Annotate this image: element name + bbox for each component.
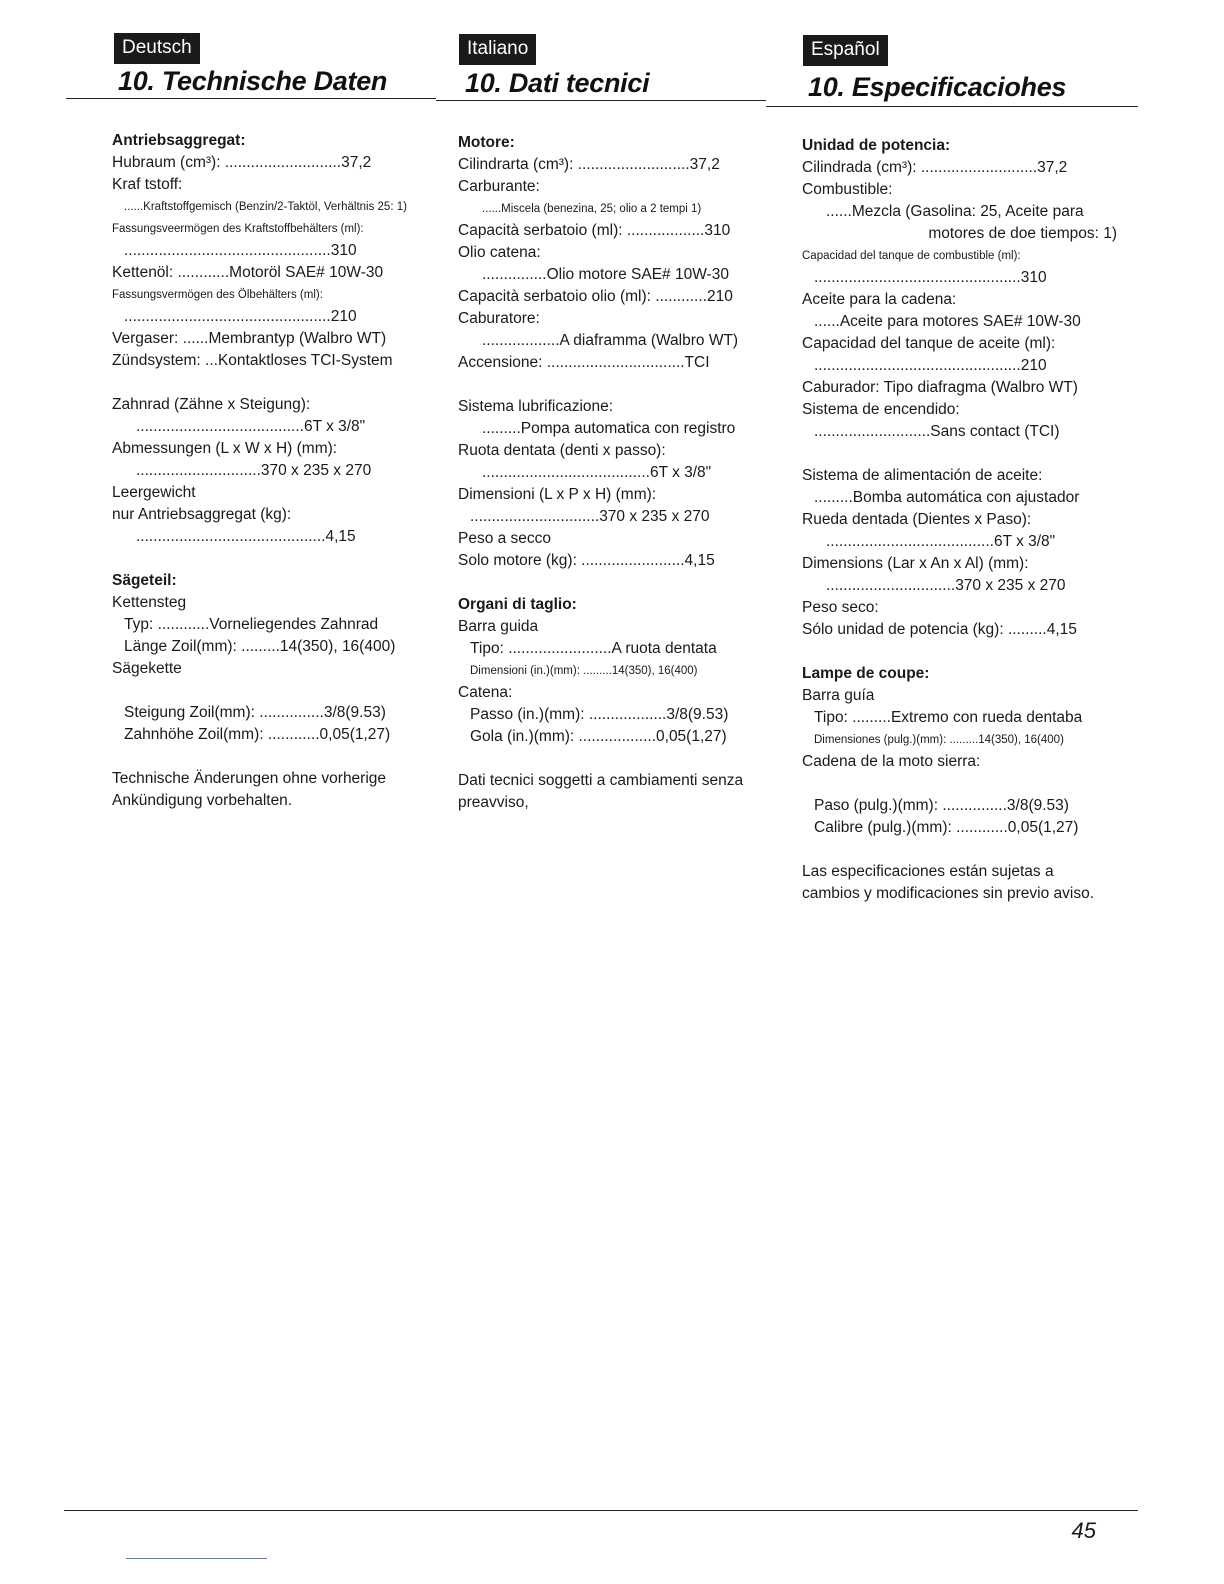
spec-line: .............................370 x 235 x 270 (136, 462, 372, 479)
spec-line: Peso seco: (802, 599, 879, 616)
spec-line: ..............................370 x 235 x 270 (470, 508, 710, 525)
spec-line: Kettensteg (112, 594, 187, 611)
spec-line: Calibre (pulg.)(mm): ............0,05(1,27) (814, 819, 1079, 836)
spec-line: ................................................210 (124, 308, 357, 325)
spec-line: Fassungsvermögen des Ölbehälters (ml): (112, 289, 323, 301)
spec-line: Sólo unidad de potencia (kg): .........4,15 (802, 621, 1077, 638)
spec-line: Steigung Zoil(mm): ...............3/8(9.53) (124, 704, 386, 721)
specs-italiano (458, 132, 768, 814)
spec-line: Carburante: (458, 178, 540, 195)
spec-line: Kettenöl: ............Motoröl SAE# 10W-30 (112, 264, 384, 281)
spec-line: Capacità serbatoio olio (ml): ............210 (458, 288, 733, 305)
spec-line: Zahnhöhe Zoil(mm): ............0,05(1,27) (124, 726, 391, 743)
disclaimer-note: Dati tecnici soggetti a cambiamenti senza preavviso, (458, 772, 744, 811)
spec-line: Rueda dentada (Dientes x Paso): (802, 511, 1032, 528)
spec-line: Zündsystem: ...Kontaktloses TCI-System (112, 352, 393, 369)
spec-line: .......................................6T x 3/8" (136, 418, 366, 435)
spec-line: ................................................310 (124, 242, 357, 259)
cutting-heading: Lampe de coupe: (802, 665, 930, 682)
footer-accent-line (126, 1558, 267, 1559)
spec-line: ...........................Sans contact (TCI) (814, 423, 1060, 440)
spec-line: Sistema lubrificazione: (458, 398, 614, 415)
spec-line: nur Antriebsaggregat (kg): (112, 506, 292, 523)
spec-line: Sägekette (112, 660, 182, 677)
spec-line: Caburador: Tipo diafragma (Walbro WT) (802, 379, 1078, 396)
spec-line: Barra guida (458, 618, 539, 635)
specs-deutsch (112, 130, 422, 812)
spec-line: Capacità serbatoio (ml): ..................310 (458, 222, 731, 239)
language-badge-espanol: Español (803, 35, 888, 66)
spec-line: ...............Olio motore SAE# 10W-30 (482, 266, 729, 283)
spec-line: Kraf tstoff: (112, 176, 183, 193)
spec-line: ......Kraftstoffgemisch (Benzin/2-Taktöl, Verhältnis 25: 1) (124, 201, 407, 213)
spec-line: Länge Zoil(mm): .........14(350), 16(400) (124, 638, 396, 655)
spec-line: Typ: ............Vorneliegendes Zahnrad (124, 616, 379, 633)
spec-line: Tipo: .........Extremo con rueda dentaba (814, 709, 1083, 726)
spec-line: Capacidad del tanque de combustible (ml): (802, 250, 1021, 262)
spec-line: Sistema de alimentación de aceite: (802, 467, 1043, 484)
spec-line: Vergaser: ......Membrantyp (Walbro WT) (112, 330, 387, 347)
spec-line: Dimensiones (pulg.)(mm): .........14(350), 16(400) (814, 734, 1064, 746)
language-badge-deutsch: Deutsch (114, 33, 200, 64)
spec-line: Aceite para la cadena: (802, 291, 957, 308)
spec-line: ......Mezcla (Gasolina: 25, Aceite para (826, 203, 1084, 220)
cutting-heading: Sägeteil: (112, 572, 177, 589)
spec-line: Ruota dentata (denti x passo): (458, 442, 666, 459)
engine-heading: Antriebsaggregat: (112, 132, 246, 149)
section-title-italiano: 10. Dati tecnici (465, 68, 650, 98)
spec-line: .......................................6T x 3/8" (826, 533, 1056, 550)
spec-line: .......................................6T x 3/8" (482, 464, 712, 481)
spec-line: Peso a secco (458, 530, 552, 547)
specs-espanol (802, 135, 1117, 905)
engine-heading: Unidad de potencia: (802, 137, 951, 154)
spec-line: Cadena de la moto sierra: (802, 753, 981, 770)
spec-line: Combustible: (802, 181, 893, 198)
spec-line: ............................................4,15 (136, 528, 356, 545)
page-number: 45 (1071, 1518, 1096, 1543)
spec-line: ..............................370 x 235 x 270 (826, 577, 1066, 594)
spec-line: Leergewicht (112, 484, 196, 501)
spec-line: Solo motore (kg): ........................4,15 (458, 552, 715, 569)
spec-line: Catena: (458, 684, 513, 701)
spec-line: ................................................210 (814, 357, 1047, 374)
engine-heading: Motore: (458, 134, 515, 151)
disclaimer-note: Las especificaciones están sujetas a cambios y modificaciones sin previo aviso. (802, 863, 1095, 902)
spec-line: Dimensions (Lar x An x Al) (mm): (802, 555, 1029, 572)
spec-line: Barra guía (802, 687, 875, 704)
spec-line: Paso (pulg.)(mm): ...............3/8(9.53) (814, 797, 1069, 814)
spec-line: Dimensioni (in.)(mm): .........14(350), 16(400) (470, 665, 698, 677)
header-rule-left (66, 98, 436, 99)
section-title-espanol: 10. Especificaciohes (808, 72, 1067, 102)
spec-line: Cilindrarta (cm³): ..........................37,2 (458, 156, 720, 173)
spec-line: ..................A diaframma (Walbro WT) (482, 332, 739, 349)
spec-line: Caburatore: (458, 310, 540, 327)
spec-line: motores de doe tiempos: 1) (928, 225, 1117, 242)
spec-line: Hubraum (cm³): ...........................37,2 (112, 154, 372, 171)
spec-line: Fassungsveermögen des Kraftstoffbehälters (ml): (112, 223, 364, 235)
spec-line: Passo (in.)(mm): ..................3/8(9.53) (470, 706, 729, 723)
spec-line: .........Bomba automática con ajustador (814, 489, 1080, 506)
spec-line: Dimensioni (L x P x H) (mm): (458, 486, 657, 503)
spec-line: Tipo: ........................A ruota dentata (470, 640, 717, 657)
spec-line: Olio catena: (458, 244, 541, 261)
spec-line: Capacidad del tanque de aceite (ml): (802, 335, 1056, 352)
section-title-deutsch: 10. Technische Daten (118, 66, 388, 96)
spec-line: Accensione: ................................TCI (458, 354, 710, 371)
language-badge-italiano: Italiano (459, 34, 536, 65)
spec-line: ................................................310 (814, 269, 1047, 286)
cutting-heading: Organi di taglio: (458, 596, 577, 613)
header-rule-middle (436, 100, 766, 101)
spec-line: ......Aceite para motores SAE# 10W-30 (814, 313, 1081, 330)
spec-line: Sistema de encendido: (802, 401, 960, 418)
spec-line: Gola (in.)(mm): ..................0,05(1,27) (470, 728, 727, 745)
spec-line: Cilindrada (cm³): ...........................37,2 (802, 159, 1068, 176)
spec-line: Abmessungen (L x W x H) (mm): (112, 440, 338, 457)
header-rule-right (766, 106, 1138, 107)
spec-line: ......Miscela (benezina, 25; olio a 2 tempi 1) (482, 203, 702, 215)
disclaimer-note: Technische Änderungen ohne vorherige Ankündigung vorbehalten. (112, 770, 387, 809)
spec-line: .........Pompa automatica con registro (482, 420, 736, 437)
spec-line: Zahnrad (Zähne x Steigung): (112, 396, 311, 413)
footer-rule (64, 1510, 1138, 1511)
